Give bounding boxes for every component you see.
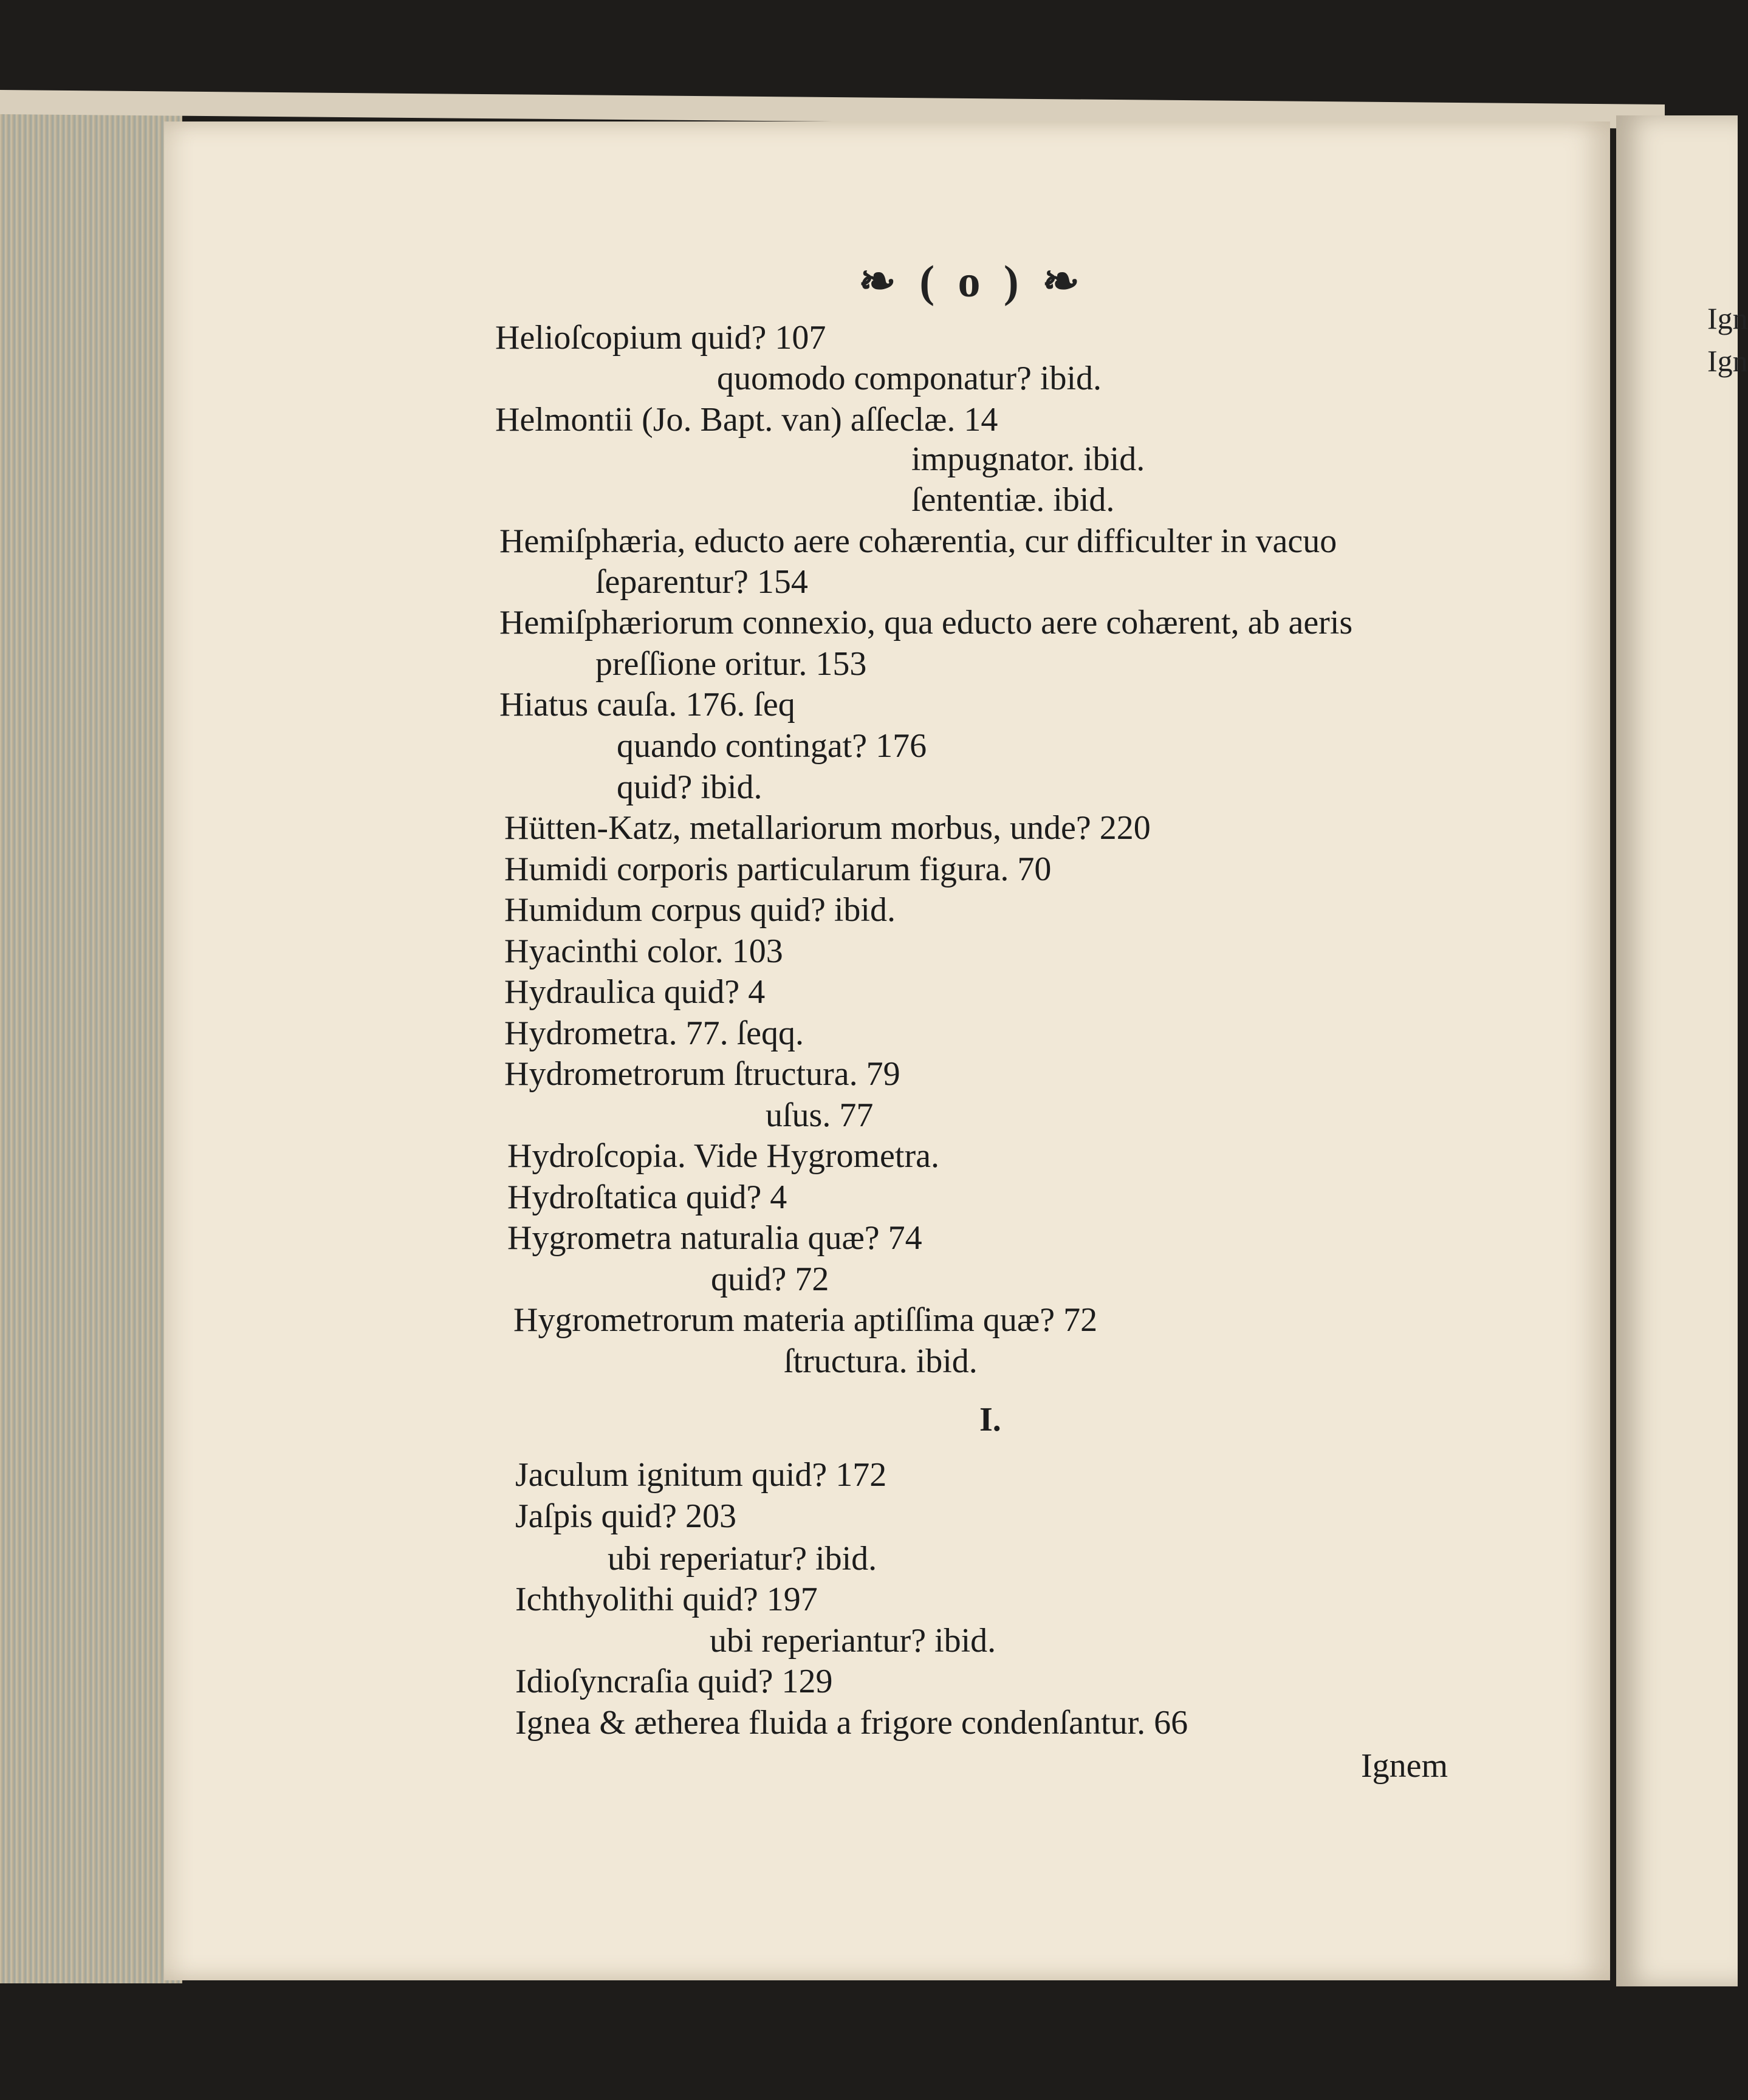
index-entry: Hydrometra. 77. ſeqq. <box>504 1014 804 1052</box>
index-entry: ſeparentur? 154 <box>595 563 808 601</box>
facing-page-fragment-2: Ign <box>1707 344 1748 378</box>
index-entry: Hydraulica quid? 4 <box>504 973 766 1011</box>
index-entry: Humidum corpus quid? ibid. <box>504 891 896 929</box>
facing-page-fragment-1: Ign <box>1707 301 1748 335</box>
index-entry: ſtructura. ibid. <box>784 1342 978 1380</box>
index-entry: preſſione oritur. 153 <box>595 645 867 683</box>
index-entry: Ignea & ætherea fluida a frigore condenſantur. 66 <box>515 1704 1188 1742</box>
index-entry: impugnator. ibid. <box>911 440 1145 478</box>
index-entry: ſententiæ. ibid. <box>911 481 1115 519</box>
index-entry: Humidi corporis particularum figura. 70 <box>504 850 1052 888</box>
section-letter: I. <box>979 1401 1001 1438</box>
index-entry: Hütten-Katz, metallariorum morbus, unde? 220 <box>504 809 1151 847</box>
page-number-marker: ( o ) <box>919 257 1025 307</box>
book-page <box>164 121 1610 1980</box>
index-entry: quomodo componatur? ibid. <box>717 360 1102 397</box>
ornament-left: ❧ <box>858 257 902 307</box>
index-entry: quando contingat? 176 <box>617 727 927 765</box>
index-entry: Hygrometrorum materia aptiſſima quæ? 72 <box>513 1301 1098 1339</box>
index-entry: Hydrometrorum ſtructura. 79 <box>504 1055 900 1093</box>
index-entry: ubi reperiantur? ibid. <box>710 1622 996 1660</box>
index-entry: quid? 72 <box>711 1260 829 1298</box>
index-entry: Helmontii (Jo. Bapt. van) aſſeclæ. 14 <box>495 401 998 439</box>
page-header <box>802 255 1142 308</box>
index-entry: Hyacinthi color. 103 <box>504 932 783 970</box>
index-entry: quid? ibid. <box>617 768 763 806</box>
index-entry: Hemiſphæria, educto aere cohærentia, cur difficulter in vacuo <box>499 522 1337 560</box>
index-entry: uſus. 77 <box>766 1096 874 1134</box>
index-entry: Jaſpis quid? 203 <box>515 1497 736 1535</box>
index-entry: Idioſyncraſia quid? 129 <box>515 1663 833 1700</box>
index-entry: Hiatus cauſa. 176. ſeq <box>499 686 795 723</box>
index-entry: Hygrometra naturalia quæ? 74 <box>507 1219 922 1257</box>
index-entry: Helioſcopium quid? 107 <box>495 319 826 357</box>
index-entry: ubi reperiatur? ibid. <box>608 1540 877 1578</box>
catchword: Ignem <box>1361 1747 1448 1785</box>
book-page-edges <box>0 106 182 1983</box>
ornament-right: ❧ <box>1042 257 1086 307</box>
index-entry: Hemiſphæriorum connexio, qua educto aere cohærent, ab aeris <box>499 604 1353 641</box>
index-entry: Hydroſcopia. Vide Hygrometra. <box>507 1137 939 1175</box>
index-entry: Ichthyolithi quid? 197 <box>515 1581 818 1618</box>
index-entry: Jaculum ignitum quid? 172 <box>515 1456 887 1494</box>
index-entry: Hydroſtatica quid? 4 <box>507 1178 787 1216</box>
facing-page <box>1616 115 1748 1986</box>
